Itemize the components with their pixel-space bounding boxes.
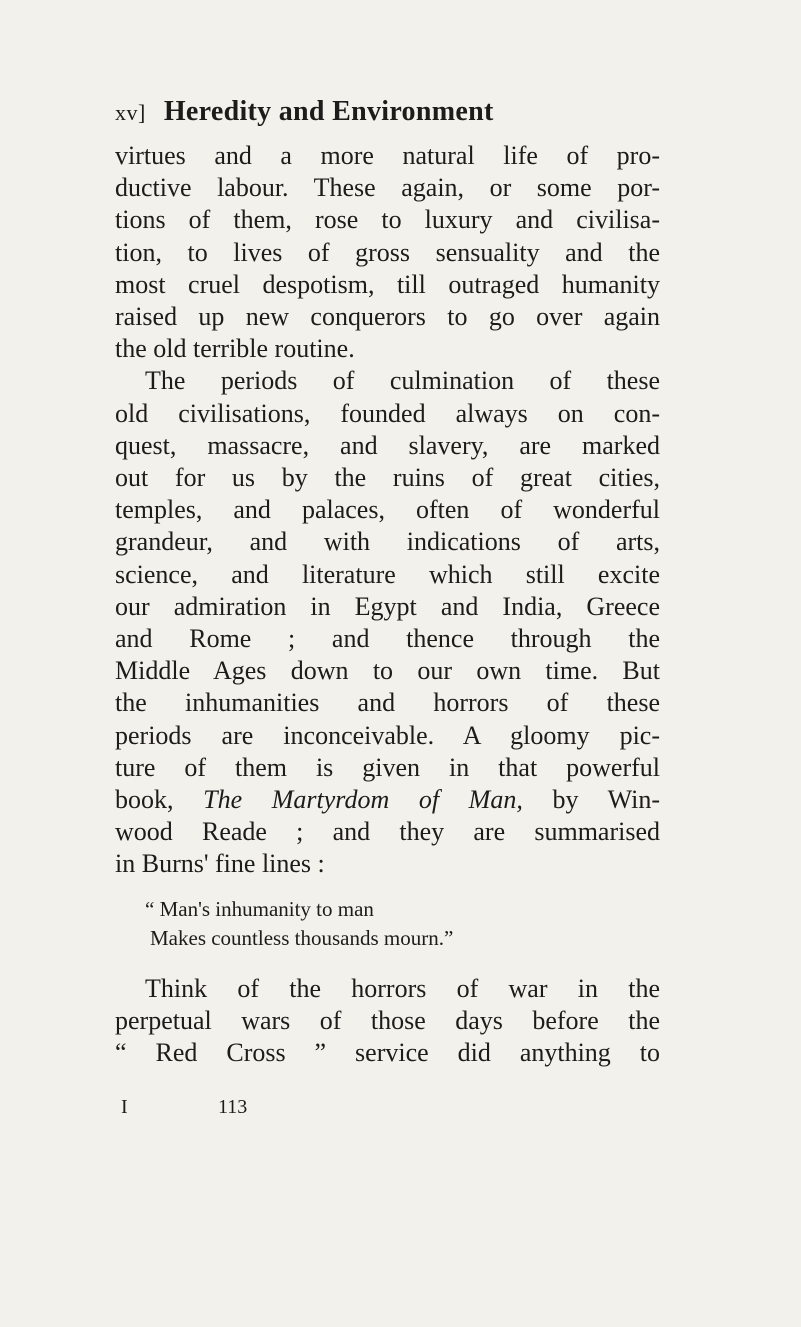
text-line: “ Red Cross ” service did anything to — [115, 1038, 660, 1068]
page-footer — [121, 1096, 421, 1119]
book-page — [115, 96, 660, 1069]
text-line: wood Reade ; and they are summarised — [115, 817, 660, 847]
paragraph-1 — [115, 140, 660, 365]
text-line: in Burns' fine lines : — [115, 849, 325, 879]
signature-mark: I — [121, 1096, 128, 1118]
page-number: 113 — [218, 1096, 248, 1118]
text-line-with-book-title — [115, 784, 660, 816]
paragraph-3 — [115, 973, 660, 1070]
text-fragment: book, — [115, 785, 204, 815]
text-line: tions of them, rose to luxury and civilisa- — [115, 205, 660, 235]
running-title: Heredity and Environment — [163, 96, 494, 127]
text-fragment: by Win- — [522, 785, 660, 815]
text-line: and Rome ; and thence through the — [115, 624, 660, 654]
text-line: old civilisations, founded always on con- — [115, 398, 660, 428]
text-line: ductive labour. These again, or some por- — [115, 173, 660, 203]
text-line: quest, massacre, and slavery, are marked — [115, 430, 660, 460]
text-line: science, and literature which still excite — [115, 559, 660, 589]
book-title: The Martyrdom of Man, — [203, 785, 523, 815]
text-line: the inhumanities and horrors of these — [115, 688, 660, 718]
text-line: periods are inconceivable. A gloomy pic- — [115, 720, 660, 750]
text-line: our admiration in Egypt and India, Greece — [115, 591, 660, 621]
text-line: grandeur, and with indications of arts, — [115, 527, 660, 557]
text-line: perpetual wars of those days before the — [115, 1005, 660, 1035]
text-line: ture of them is given in that powerful — [115, 752, 660, 782]
chapter-number: xv] — [115, 100, 146, 125]
text-line: virtues and a more natural life of pro- — [115, 141, 660, 170]
text-line: raised up new conquerors to go over again — [115, 302, 660, 332]
running-head — [115, 96, 660, 138]
quote-line: “ Man's inhumanity to man — [145, 896, 374, 921]
text-line: tion, to lives of gross sensuality and the — [115, 237, 660, 267]
paragraph-2 — [115, 365, 660, 880]
text-line: Middle Ages down to our own time. But — [115, 656, 660, 686]
verse-quotation — [145, 895, 660, 953]
quote-line: Makes countless thousands mourn.” — [150, 925, 454, 950]
text-line: most cruel despotism, till outraged humanity — [115, 269, 660, 299]
text-line: out for us by the ruins of great cities, — [115, 463, 660, 493]
text-line: The periods of culmination of these — [145, 366, 660, 396]
text-line: the old terrible routine. — [115, 334, 355, 364]
text-line: temples, and palaces, often of wonderful — [115, 495, 660, 525]
text-line: Think of the horrors of war in the — [145, 973, 660, 1003]
